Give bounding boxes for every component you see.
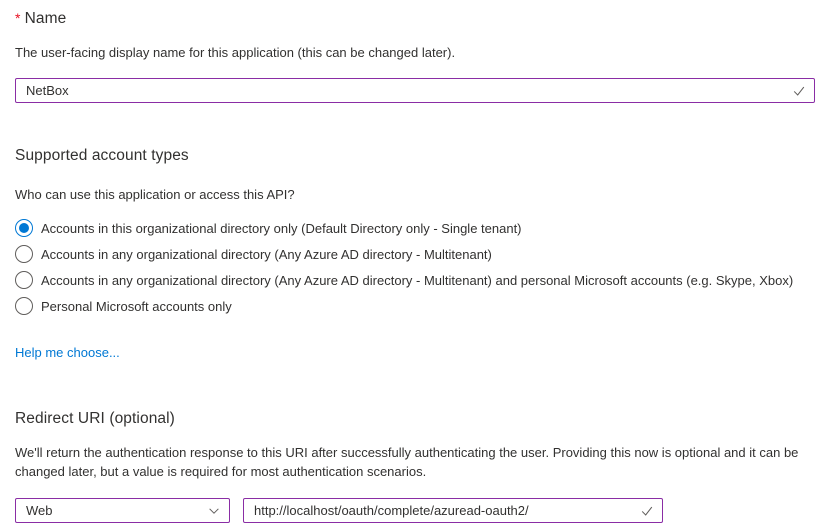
platform-selected-value: Web [26, 503, 53, 518]
uri-input-wrap [243, 498, 663, 523]
radio-multitenant-personal[interactable] [15, 267, 815, 293]
name-description: The user-facing display name for this application (this can be changed later). [15, 45, 456, 60]
name-section-title [15, 10, 815, 28]
account-types-radio-group [15, 215, 815, 319]
redirect-uri-title: Redirect URI (optional) [15, 410, 175, 427]
redirect-uri-input[interactable] [243, 498, 663, 523]
account-types-question: Who can use this application or access this API? [15, 187, 295, 202]
platform-select-wrap [15, 498, 230, 523]
radio-personal-only[interactable] [15, 293, 815, 319]
name-input[interactable] [15, 78, 815, 103]
radio-label: Accounts in this organizational directory only (Default Directory only - Single tenant) [41, 220, 522, 236]
radio-button-icon[interactable] [15, 271, 33, 289]
help-me-choose-link[interactable]: Help me choose... [15, 345, 120, 360]
radio-button-icon[interactable] [15, 297, 33, 315]
radio-single-tenant[interactable] [15, 215, 815, 241]
name-label: Name [24, 10, 67, 27]
redirect-uri-row [15, 498, 815, 523]
radio-button-icon[interactable] [15, 219, 33, 237]
redirect-uri-description: We'll return the authentication response to this URI after successfully authenticating the user. Providing this now is optional and it can be changed later, but a value is required for most authentication scenarios. [15, 445, 799, 479]
radio-button-icon[interactable] [15, 245, 33, 263]
radio-multitenant[interactable] [15, 241, 815, 267]
platform-select[interactable] [15, 498, 230, 523]
account-types-title: Supported account types [15, 147, 189, 164]
radio-label: Accounts in any organizational directory (Any Azure AD directory - Multitenant) [41, 246, 492, 262]
radio-label: Personal Microsoft accounts only [41, 298, 232, 314]
section-spacer [15, 103, 815, 147]
radio-label: Accounts in any organizational directory (Any Azure AD directory - Multitenant) and personal Microsoft accounts (e.g. Skype, Xbox) [41, 272, 794, 288]
required-asterisk: * [15, 10, 21, 26]
name-input-wrap [15, 78, 815, 103]
